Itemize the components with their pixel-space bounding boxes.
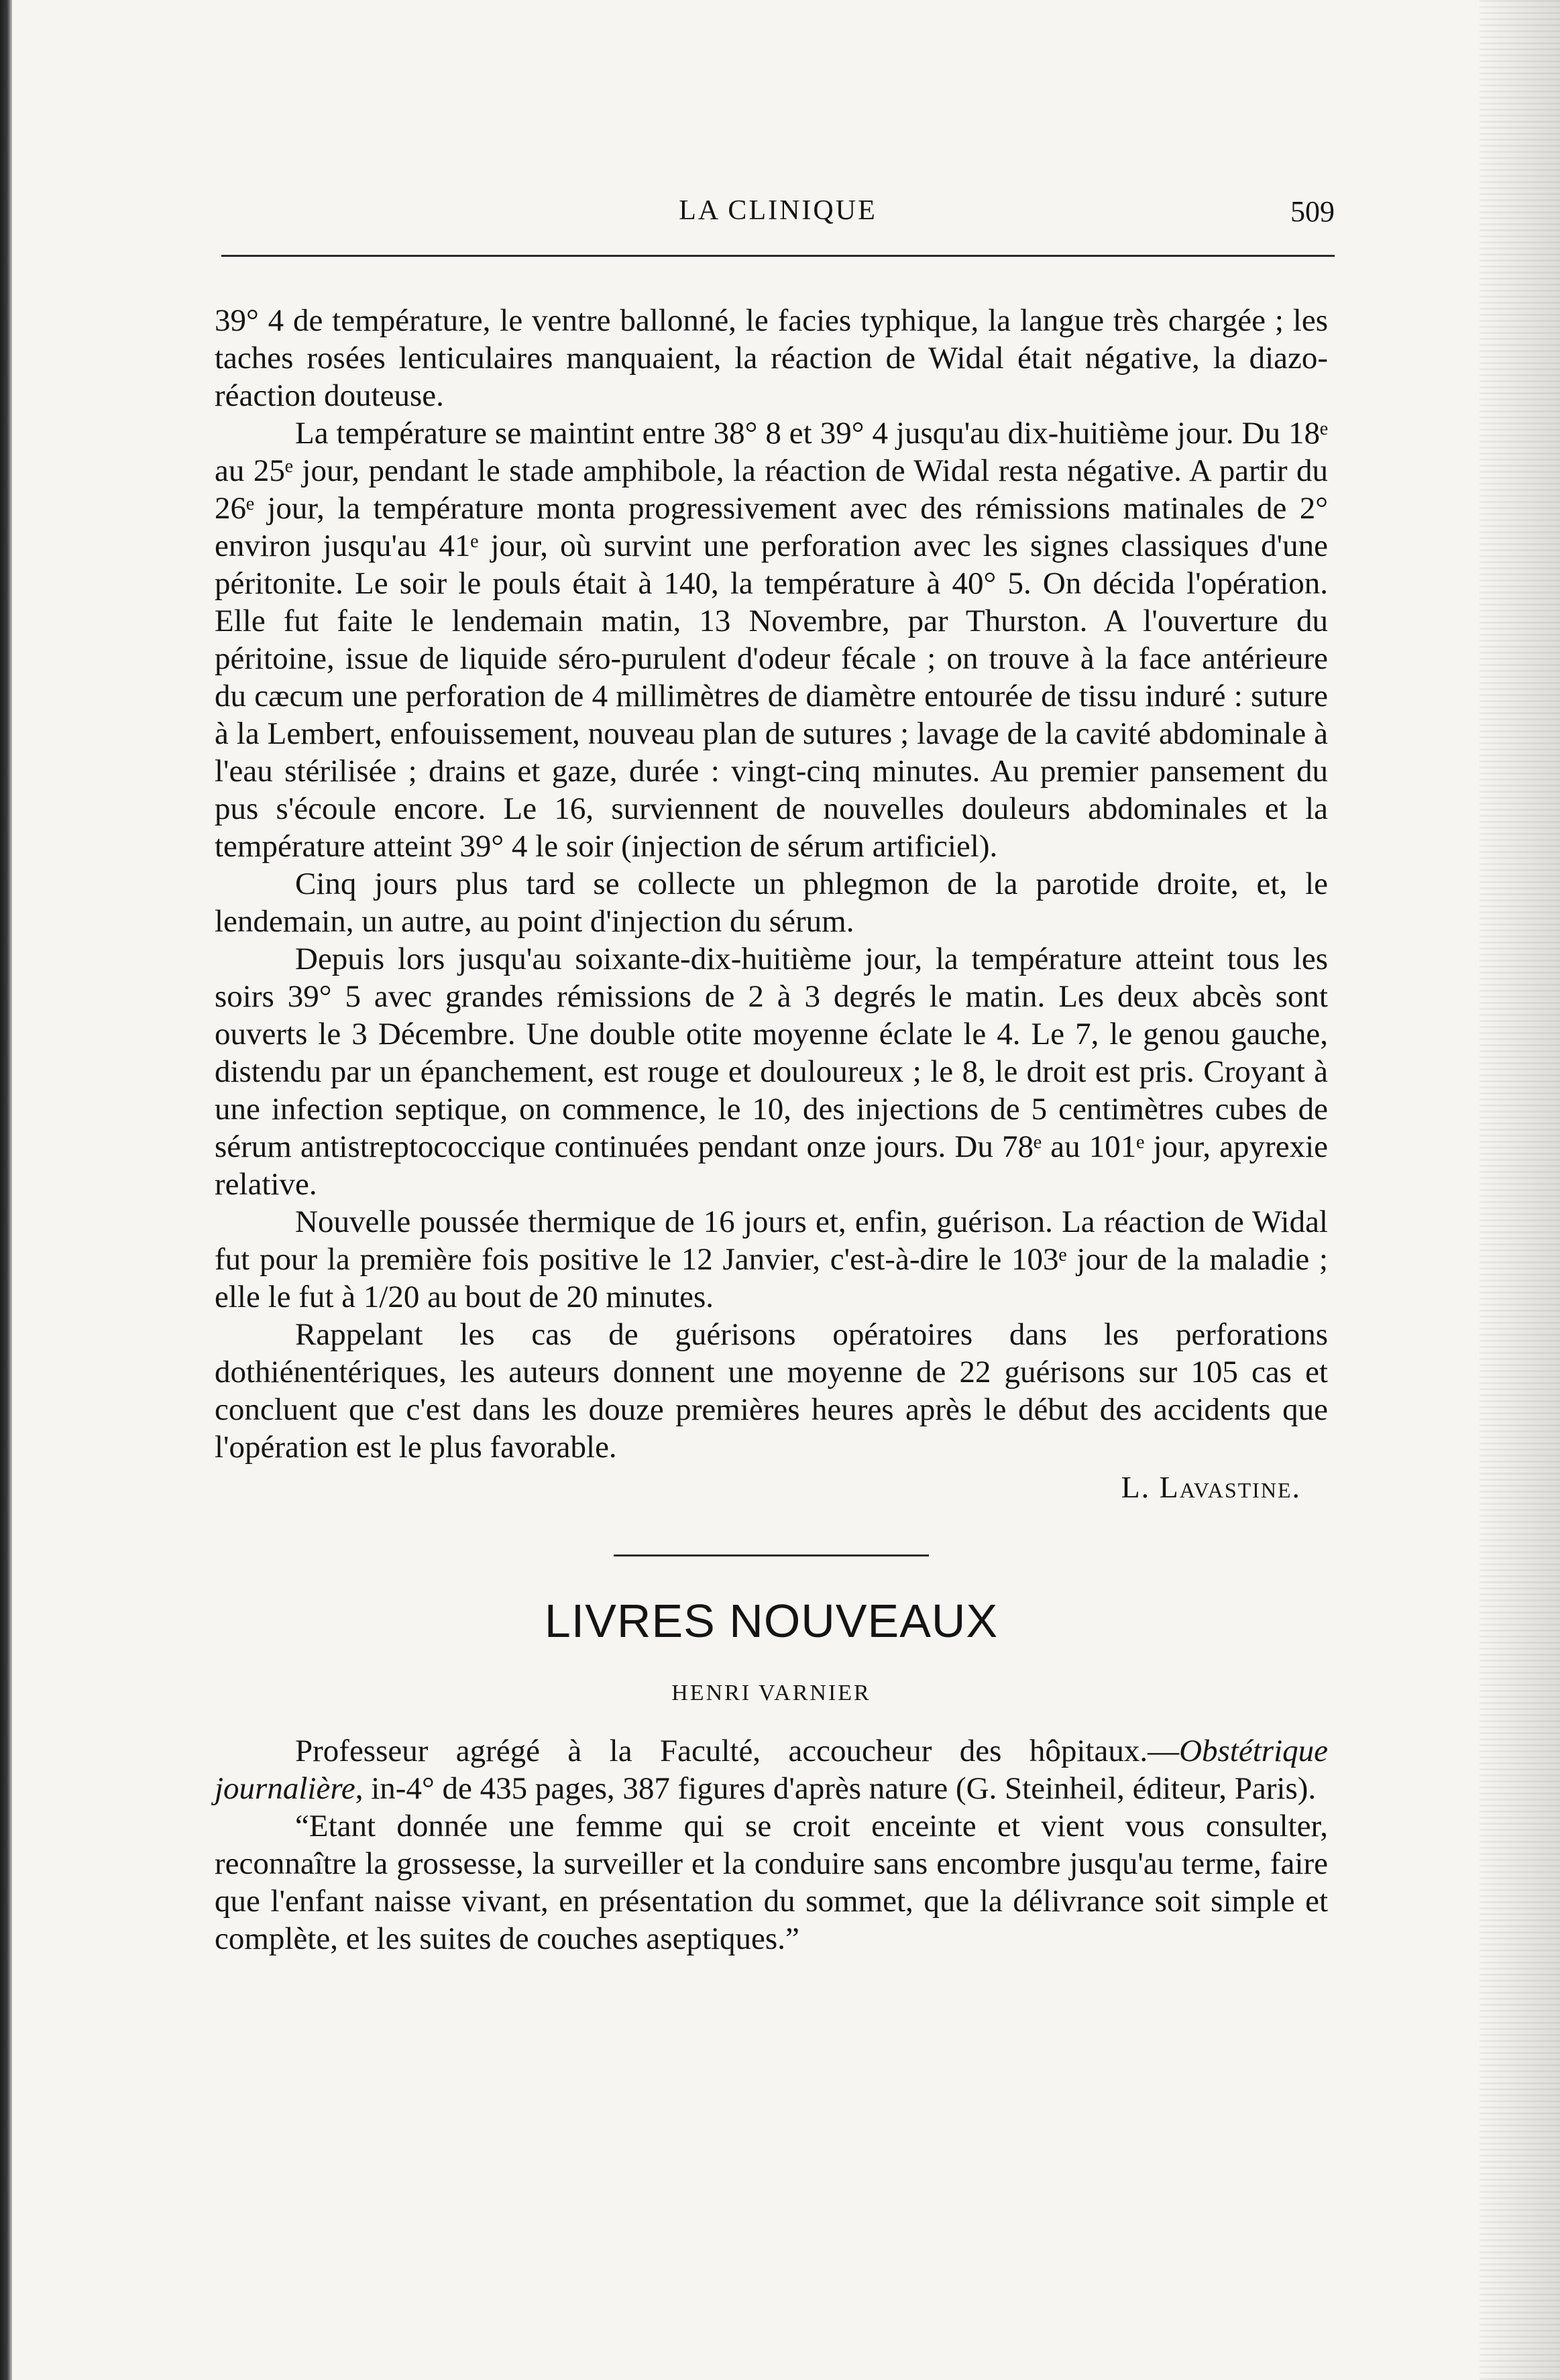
page-body — [215, 302, 1328, 1958]
scan-page-edge — [1480, 0, 1560, 2380]
article-paragraph: Nouvelle poussée thermique de 16 jours et, enfin, guérison. La réaction de Widal fut pour la première fois positive le 12 Janvier, c'est-à-dire le 103ᵉ jour de la maladie ; elle le fut à 1/20 au bout de 20 minutes. — [215, 1204, 1328, 1314]
book-title: Obstétrique journalière — [215, 1734, 1328, 1806]
article-paragraph: Depuis lors jusqu'au soixante-dix-huitième jour, la température atteint tous les soirs 39° 5 avec grandes rémissions de 2 à 3 degrés le matin. Les deux abcès sont ouverts le 3 Décembre. Une double otite moyenne éclate le 4. Le 7, le genou gauche, distendu par un épanchement, est rouge et douloureux ; le 8, le droit est pris. Croyant à une infection septique, on commence, le 10, des injections de 5 centimètres cubes de sérum antistreptococcique continuées pendant onze jours. Du 78ᵉ au 101ᵉ jour, apyrexie relative. — [215, 942, 1328, 1202]
header-rule — [221, 255, 1335, 257]
review-author: HENRI VARNIER — [671, 1681, 871, 1705]
article-signature: L. Lavastine. — [1121, 1470, 1301, 1504]
review-paragraph — [215, 1732, 1328, 1807]
review-quote: “Etant donnée une femme qui se croit enceinte et vient vous consulter, reconnaître la grossesse, la surveiller et la conduire sans encombre jusqu'au terme, faire que l'enfant naisse vivant, en présentation du sommet, que la délivrance soit simple et complète, et les suites de couches aseptiques.” — [215, 1809, 1328, 1956]
article-paragraph: Cinq jours plus tard se collecte un phlegmon de la parotide droite, et, le lendemain, un autre, au point d'injection du sérum. — [215, 866, 1328, 939]
running-title: LA CLINIQUE — [679, 195, 877, 226]
section-divider — [614, 1554, 929, 1556]
article — [215, 302, 1328, 1506]
scan-spine-shadow — [0, 0, 12, 2380]
article-paragraph: Rappelant les cas de guérisons opératoires dans les perforations dothiénentériques, les auteurs donnent une moyenne de 22 guérisons sur 105 cas et concluent que c'est dans les douze premières heures après le début des accidents que l'opération est le plus favorable. — [215, 1317, 1328, 1465]
section-title: LIVRES NOUVEAUX — [544, 1595, 999, 1647]
review-intro: Professeur agrégé à la Faculté, accoucheur des hôpitaux.— — [295, 1734, 1180, 1768]
article-paragraph: 39° 4 de température, le ventre ballonné, le facies typhique, la langue très chargée ; les taches rosées lenticulaires manquaient, la réaction de Widal était négative, la diazo-réaction douteuse. — [215, 303, 1328, 413]
page-number: 509 — [1290, 195, 1335, 228]
page-header — [221, 194, 1335, 248]
book-review — [215, 1732, 1328, 1958]
article-paragraph: La température se maintint entre 38° 8 et 39° 4 jusqu'au dix-huitième jour. Du 18ᵉ au 25ᵉ jour, pendant le stade amphibole, la réaction de Widal resta négative. A partir du 26ᵉ jour, la température monta progressivement avec des rémissions matinales de 2° environ jusqu'au 41ᵉ jour, où survint une perforation avec les signes classiques d'une péritonite. Le soir le pouls était à 140, la température à 40° 5. On décida l'opération. Elle fut faite le lendemain matin, 13 Novembre, par Thurston. A l'ouverture du péritoine, issue de liquide séro-purulent d'odeur fécale ; on trouve à la face antérieure du cæcum une perforation de 4 millimètres de diamètre entourée de tissu induré : suture à la Lembert, enfouissement, nouveau plan de sutures ; lavage de la cavité abdominale à l'eau stérilisée ; drains et gaze, durée : vingt-cinq minutes. Au premier pansement du pus s'écoule encore. Le 16, surviennent de nouvelles douleurs abdominales et la température atteint 39° 4 le soir (injection de sérum artificiel). — [215, 416, 1328, 864]
book-details: , in-4° de 435 pages, 387 figures d'après nature (G. Steinheil, éditeur, Paris). — [355, 1771, 1317, 1806]
